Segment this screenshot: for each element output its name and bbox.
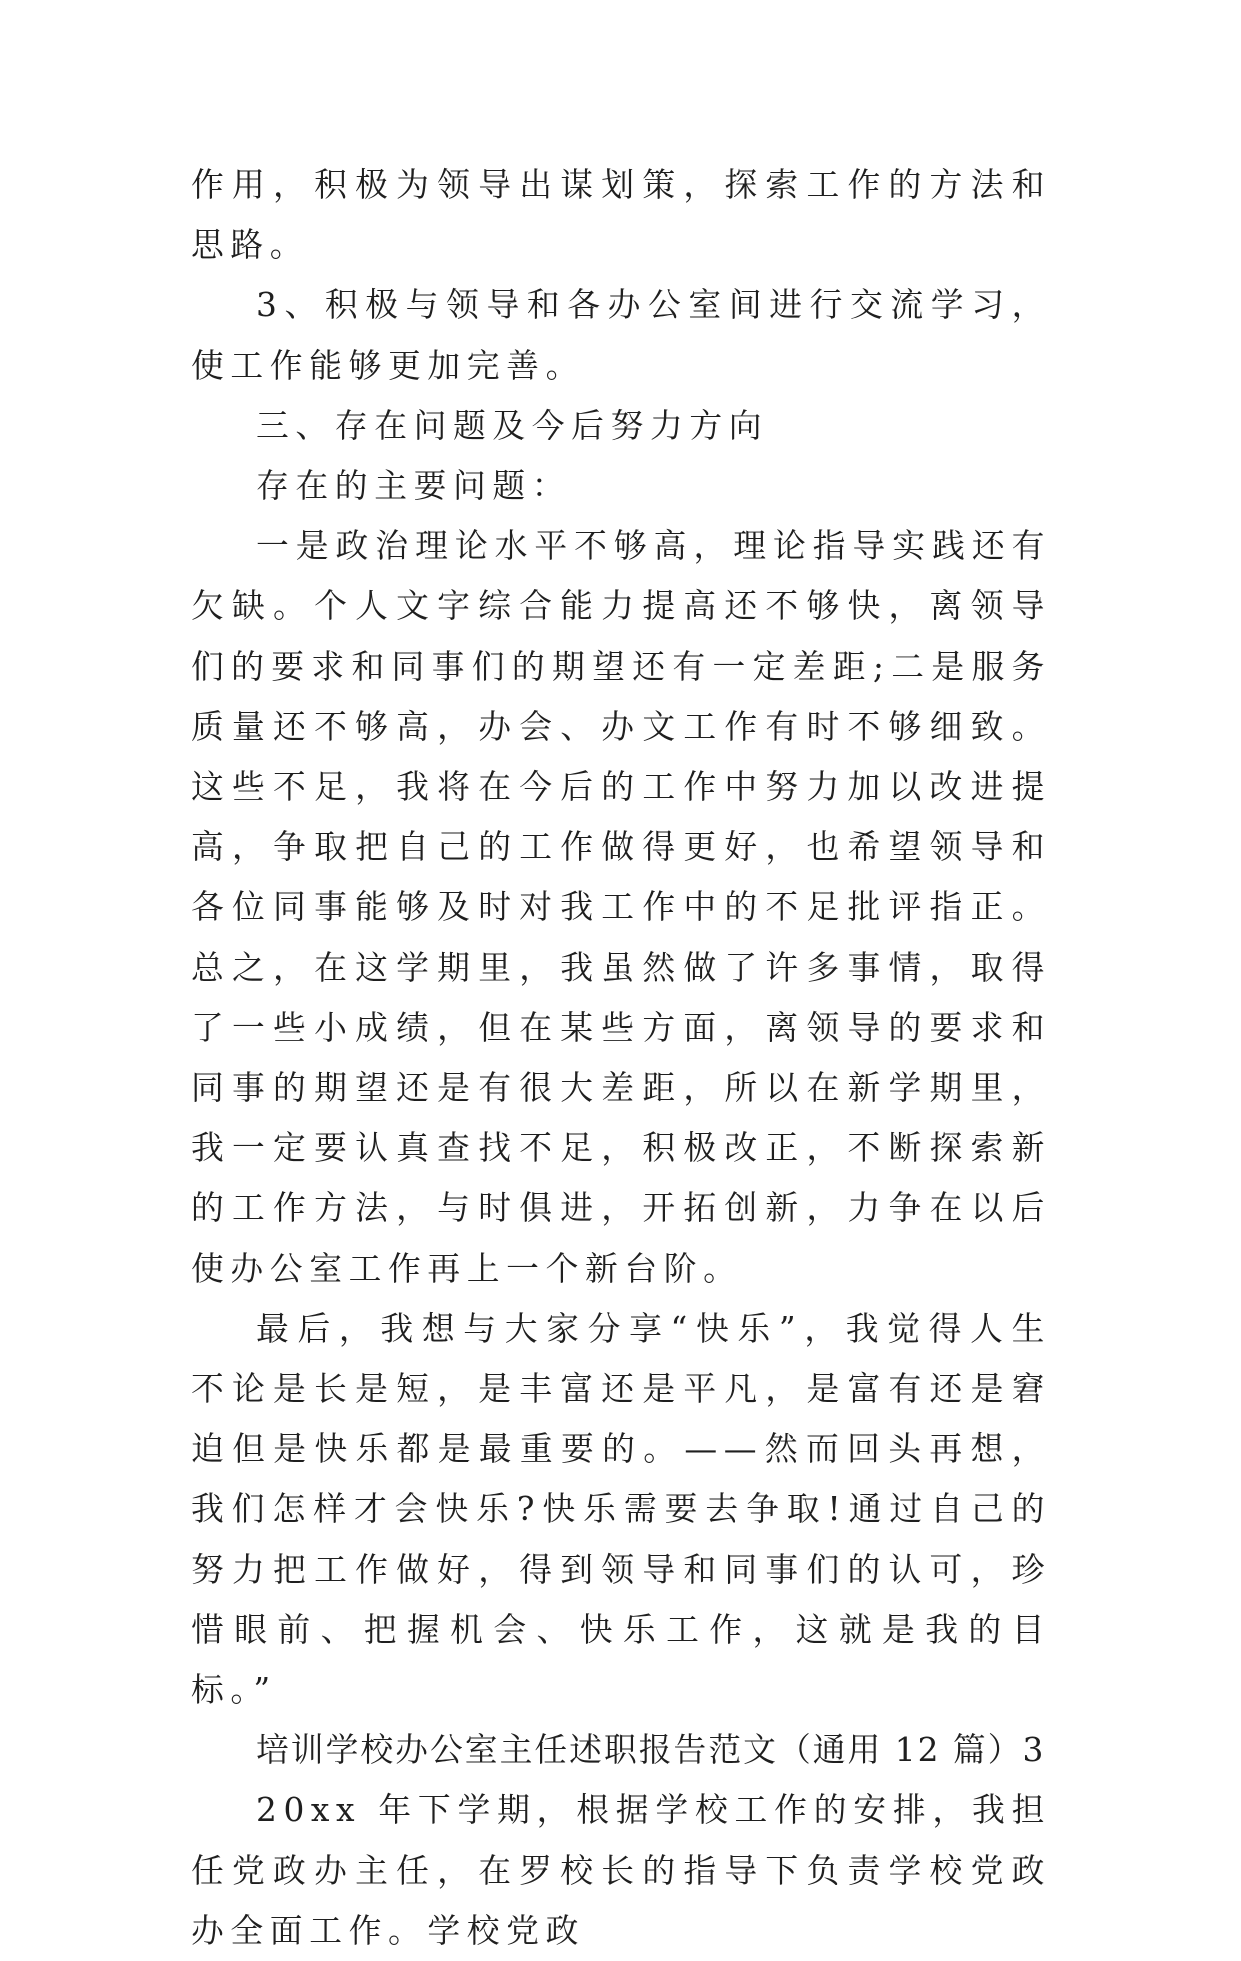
paragraph-continuation: 作用，积极为领导出谋划策，探索工作的方法和思路。 bbox=[191, 166, 1051, 265]
paragraph-problems-detail: 一是政治理论水平不够高，理论指导实践还有欠缺。个人文字综合能力提高还不够快，离领导们的要求和同事们的期望还有一定差距;二是服务质量还不够高，办会、办文工作有时不够细致。这些不足，我将在今后的工作中努力加以改进提高，争取把自己的工作做得更好，也希望领导和各位同事能够及时对我工作中的不足批评指正。总之，在这学期里，我虽然做了许多事情，取得了一些小成绩，但在某些方面，离领导的要求和同事的期望还是有很大差距，所以在新学期里，我一定要认真查找不足，积极改正，不断探索新的工作方法，与时俱进，开拓创新，力争在以后使办公室工作再上一个新台阶。 bbox=[191, 527, 1051, 1288]
subheading-main-problems: 存在的主要问题： bbox=[256, 467, 572, 506]
document-body bbox=[191, 155, 1051, 1961]
article-title-3: 培训学校办公室主任述职报告范文（通用 12 篇）3 bbox=[256, 1731, 1046, 1770]
paragraph-article-3-opening: 20xx 年下学期，根据学校工作的安排，我担任党政办主任，在罗校长的指导下负责学校党政办全面工作。学校党政 bbox=[191, 1791, 1051, 1950]
paragraph-item-3: 3、积极与领导和各办公室间进行交流学习，使工作能够更加完善。 bbox=[191, 286, 1051, 385]
paragraph-closing-happiness: 最后，我想与大家分享“快乐”，我觉得人生不论是长是短，是丰富还是平凡，是富有还是窘迫但是快乐都是最重要的。——然而回头再想，我们怎样才会快乐?快乐需要去争取!通过自己的努力把工作做好，得到领导和同事们的认可，珍惜眼前、把握机会、快乐工作，这就是我的目标。” bbox=[191, 1309, 1051, 1710]
section-heading-problems: 三、存在问题及今后努力方向 bbox=[256, 406, 769, 445]
